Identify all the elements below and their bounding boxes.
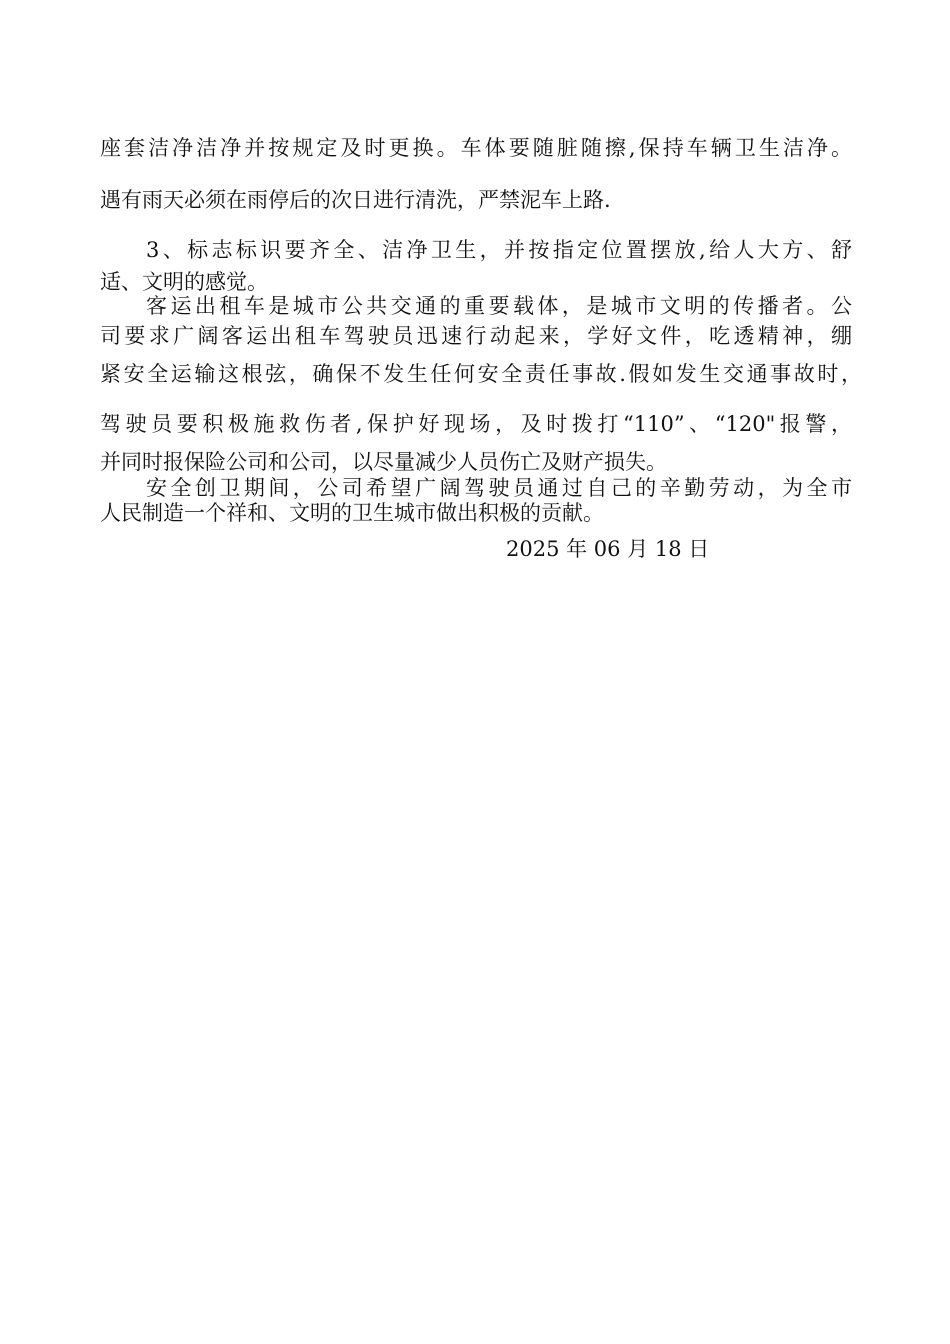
paragraph-line-11: 人民制造一个祥和、文明的卫生城市做出积极的贡献。 [100, 501, 604, 525]
paragraph-line-4: 适、文明的感觉。 [100, 270, 268, 294]
paragraph-line-10: 安全创卫期间，公司希望广阔驾驶员通过自己的辛勤劳动，为全市 [146, 476, 852, 500]
paragraph-line-2: 遇有雨天必须在雨停后的次日进行清洗，严禁泥车上路. [100, 188, 611, 212]
paragraph-line-7: 紧安全运输这根弦，确保不发生任何安全责任事故.假如发生交通事故时， [100, 362, 862, 386]
paragraph-line-6: 司要求广阔客运出租车驾驶员迅速行动起来，学好文件，吃透精神，绷 [100, 324, 852, 348]
paragraph-line-5: 客运出租车是城市公共交通的重要载体，是城市文明的传播者。公 [146, 294, 852, 318]
paragraph-line-9: 并同时报保险公司和公司，以尽量减少人员伤亡及财产损失。 [100, 450, 667, 474]
paragraph-line-3: 3、标志标识要齐全、洁净卫生，并按指定位置摆放,给人大方、舒 [146, 238, 852, 262]
document-date: 2025 年 06 月 18 日 [506, 537, 710, 561]
paragraph-line-1: 座套洁净洁净并按规定及时更换。车体要随脏随擦,保持车辆卫生洁净。 [100, 136, 852, 160]
paragraph-line-8: 驾驶员要积极施救伤者,保护好现场，及时拨打“110”、“120"报警， [100, 412, 852, 436]
